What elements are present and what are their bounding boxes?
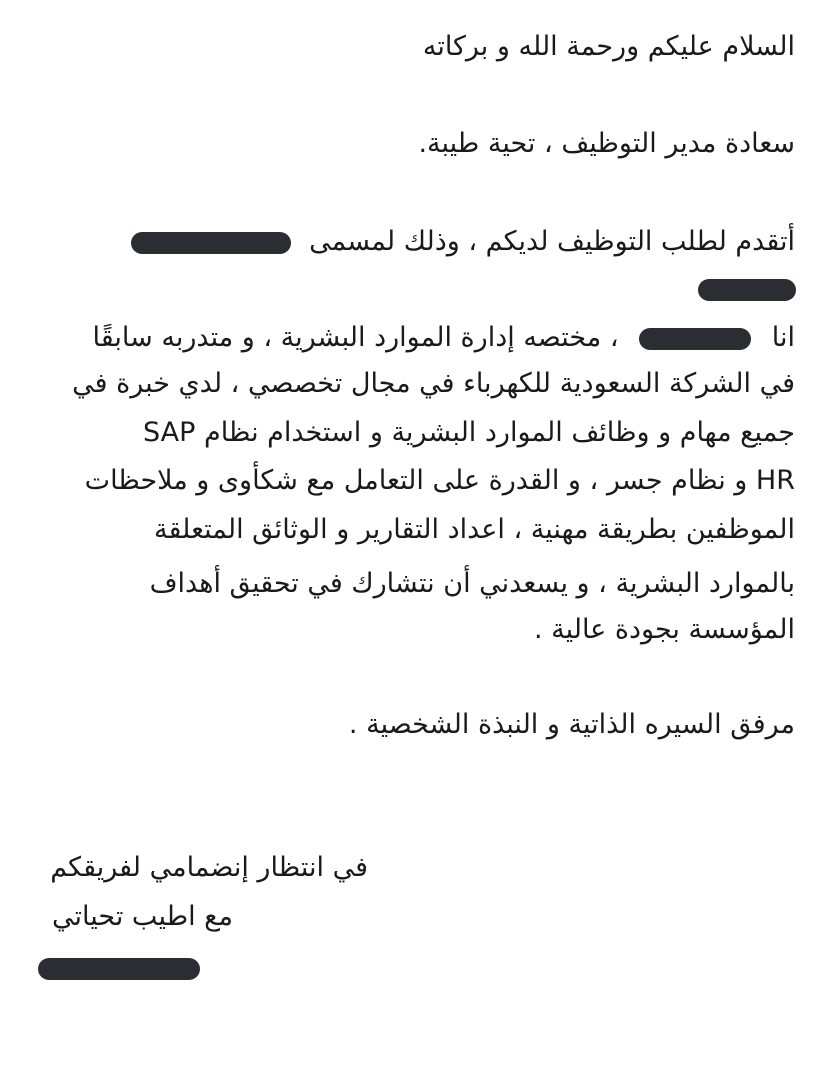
body-line-2: في الشركة السعودية للكهرباء في مجال تخصصي ، لدي خبرة في	[72, 368, 795, 399]
body-line-1	[93, 318, 795, 358]
intro-text: أتقدم لطلب التوظيف لديكم ، وذلك لمسمى	[309, 226, 795, 257]
closing-line-1: في انتظار إنضمامي لفريقكم	[50, 852, 368, 883]
body-line-3: جميع مهام و وظائف الموارد البشرية و استخدام نظام SAP	[142, 417, 795, 448]
body-line-6: بالموارد البشرية ، و يسعدني أن نتشارك في تحقيق أهداف	[149, 568, 795, 599]
intro-line	[131, 222, 795, 262]
redacted-name	[639, 328, 751, 350]
body-line-1-start: انا	[771, 322, 795, 353]
body-line-1-end: ، مختصه إدارة الموارد البشرية ، و متدربه سابقًا	[92, 322, 619, 353]
greeting-line: السلام عليكم ورحمة الله و بركاته	[422, 31, 795, 62]
redacted-job-title	[131, 232, 291, 254]
attachment-line: مرفق السيره الذاتية و النبذة الشخصية .	[348, 709, 795, 740]
salutation-line: سعادة مدير التوظيف ، تحية طيبة.	[418, 128, 795, 159]
body-line-5: الموظفين بطريقة مهنية ، اعداد التقارير و الوثائق المتعلقة	[154, 514, 795, 545]
redacted-job-title-continued	[698, 279, 796, 301]
body-line-4: HR و نظام جسر ، و القدرة على التعامل مع شكأوى و ملاحظات	[84, 465, 795, 496]
body-line-7: المؤسسة بجودة عالية .	[533, 614, 795, 645]
closing-line-2: مع اطيب تحياتي	[52, 901, 233, 932]
redacted-signature-name	[38, 958, 200, 980]
